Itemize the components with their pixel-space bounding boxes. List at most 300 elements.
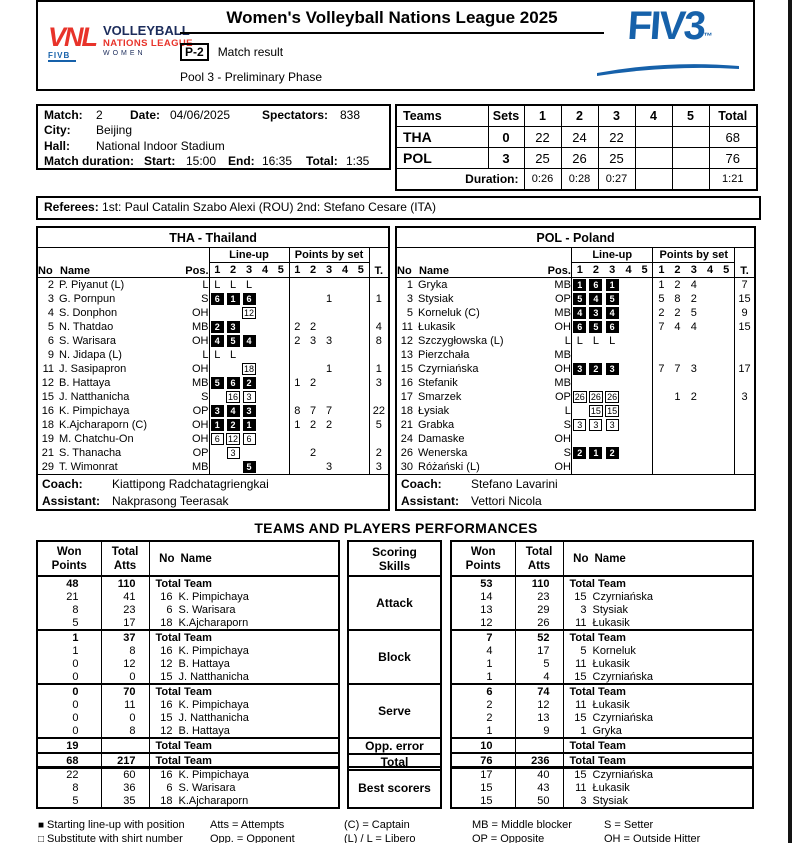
lineup-cell [225, 320, 241, 334]
player-name-cell [396, 404, 545, 418]
lineup-cell [571, 376, 587, 390]
lineup-cell [257, 376, 273, 390]
player-position: OP [183, 404, 209, 418]
lineup-start-box: 6 [211, 293, 224, 305]
perf-row [37, 738, 339, 753]
player-name: J. Natthanicha [59, 391, 130, 403]
perf-row [37, 724, 339, 738]
points-cell [353, 306, 369, 320]
perf-won-points-cell: 1 [486, 670, 493, 683]
assistant-row [37, 492, 389, 510]
points-cell [718, 418, 734, 432]
player-name-cell [396, 432, 545, 446]
assistant-label: Assistant: [401, 493, 460, 508]
perf-won-points-cell: 4 [486, 644, 493, 657]
player-name-cell [396, 362, 545, 376]
player-name: N. Jidapa (L) [59, 349, 122, 361]
lineup-cell [257, 306, 273, 320]
end-label: End: [228, 154, 255, 169]
lineup-cell [637, 376, 653, 390]
perf-player-number: 15 [574, 711, 587, 724]
player-number: 4 [47, 307, 54, 319]
coach-cell [396, 475, 755, 493]
fivb-logo [595, 4, 745, 76]
sets-header-cell: Sets [488, 105, 524, 127]
set-number-header: 1 [289, 263, 305, 278]
assistant-label: Assistant: [42, 493, 101, 508]
perf-won-points-cell: 1 [72, 644, 79, 657]
roster-title: THA - Thailand [37, 227, 389, 248]
lineup-start-box: 6 [573, 321, 586, 333]
roster-table [395, 226, 756, 511]
player-number: 11 [42, 363, 54, 375]
skill-attack-label: Attack [348, 576, 441, 630]
lineup-cell [225, 432, 241, 446]
perf-name-cell: 11 Łukasik [563, 616, 753, 630]
player-name-cell [37, 404, 183, 418]
lineup-start-box: 3 [573, 363, 586, 375]
legend-item: (C) = Captain [344, 819, 410, 831]
player-name: K.Ajcharaporn (C) [59, 419, 148, 431]
lineup-cell [257, 278, 273, 293]
roster-player-row [396, 320, 755, 334]
perf-total-atts-cell: 23 [101, 603, 149, 616]
points-cell: 7 [325, 405, 333, 417]
perf-player-number: 12 [160, 724, 173, 737]
lineup-start-box: 2 [243, 377, 256, 389]
lineup-cell [257, 320, 273, 334]
lineup-cell [604, 460, 620, 475]
player-name: Gryka [418, 279, 448, 291]
points-cell [669, 446, 685, 460]
perf-name-cell: Total Team [149, 576, 339, 590]
lineup-cell [209, 292, 225, 306]
perf-total-atts-cell: 36 [101, 781, 149, 794]
lineup-sub-box: 26 [590, 392, 601, 402]
lineup-cell [241, 390, 257, 404]
perf-player-number: 15 [574, 768, 587, 781]
fivb-swoosh-icon [595, 60, 741, 76]
points-cell [718, 334, 734, 348]
player-number: 11 [401, 321, 413, 333]
lineup-cell [209, 376, 225, 390]
roster-player-row [37, 460, 389, 475]
perf-total-atts-cell: 23 [515, 590, 563, 603]
points-cell [321, 376, 337, 390]
points-cell [702, 278, 718, 293]
lineup-cell [273, 460, 289, 475]
points-cell [337, 320, 353, 334]
lineup-cell [620, 432, 636, 446]
perf-name-cell: Total Team [563, 630, 753, 644]
lineup-cell: L [229, 279, 237, 291]
perf-won-points-cell: 5 [72, 616, 79, 629]
player-position: OH [545, 460, 572, 475]
lineup-cell [620, 334, 636, 348]
set-duration-cell [635, 169, 672, 191]
referees-label: Referees: [44, 200, 99, 214]
lineup-cell [241, 418, 257, 432]
set-number-header: 3 [686, 263, 702, 278]
lineup-cell [241, 446, 257, 460]
perf-player-number: 12 [160, 657, 173, 670]
lineup-cell: L [609, 335, 616, 347]
lineup-cell [588, 376, 604, 390]
performance-table-poland [450, 540, 754, 769]
lineup-cell [637, 334, 653, 348]
lineup-cell: L [592, 335, 599, 347]
player-position: S [183, 390, 209, 404]
perf-row [37, 657, 339, 670]
lineup-cell [620, 362, 636, 376]
roster-player-row [396, 348, 755, 362]
perf-name-cell: Total Team [563, 738, 753, 753]
lineup-cell [209, 404, 225, 418]
points-cell: 2 [309, 377, 317, 389]
roster-player-row [396, 362, 755, 376]
points-cell [653, 348, 669, 362]
lineup-cell [273, 418, 289, 432]
lineup-cell [209, 362, 225, 376]
lineup-cell [241, 348, 257, 362]
scoring-skills-column [347, 540, 442, 771]
lineup-cell [571, 432, 587, 446]
lineup-cell [225, 334, 241, 348]
name-header: Name [419, 265, 449, 277]
points-cell [653, 376, 669, 390]
referees-box [36, 196, 761, 220]
points-cell [653, 432, 669, 446]
lineup-start-box: 3 [211, 405, 224, 417]
perf-name-cell: Total Team [149, 630, 339, 644]
lineup-cell [588, 348, 604, 362]
player-number: 18 [41, 419, 54, 431]
lineup-cell [209, 418, 225, 432]
perf-won-points-cell: 0 [72, 724, 79, 737]
lineup-cell [620, 376, 636, 390]
points-total-cell [735, 432, 755, 446]
player-name: Pierzchała [418, 349, 470, 361]
perf-won-points-cell: 0 [72, 657, 79, 670]
perf-name-cell: 6 S. Warisara [149, 781, 339, 794]
player-number: 18 [400, 405, 413, 417]
points-cell [702, 320, 718, 334]
points-cell [289, 432, 305, 446]
set-number-header: 4 [337, 263, 353, 278]
player-number: 15 [41, 391, 54, 403]
perf-row [451, 684, 753, 698]
points-total-cell [369, 432, 389, 446]
points-cell [718, 376, 734, 390]
points-cell: 7 [674, 363, 681, 375]
lineup-cell [588, 404, 604, 418]
coach-label: Coach: [401, 476, 442, 491]
lineup-cell [225, 306, 241, 320]
lineup-cell: L [229, 349, 237, 361]
vnl-logo [48, 24, 193, 62]
name-header: Name [60, 265, 90, 277]
points-cell [353, 348, 369, 362]
lineup-start-box: 5 [243, 461, 256, 473]
perf-name-cell: Total Team [149, 738, 339, 753]
lineup-cell [571, 390, 587, 404]
points-cell [702, 418, 718, 432]
start-value: 15:00 [186, 154, 217, 169]
points-cell: 1 [674, 391, 681, 403]
player-name-cell [37, 418, 183, 432]
lineup-start-box: 1 [573, 279, 586, 291]
player-name: Stefanik [418, 377, 458, 389]
perf-total-atts-cell: 35 [101, 794, 149, 808]
perf-name-cell: 16 K. Pimpichaya [149, 698, 339, 711]
perf-name-cell: 16 K. Pimpichaya [149, 590, 339, 603]
points-cell [289, 446, 305, 460]
perf-won-points-cell: 12 [480, 616, 493, 629]
points-total-cell: 1 [375, 363, 382, 375]
coach-cell [37, 475, 389, 493]
lineup-cell [637, 404, 653, 418]
lineup-cell [604, 348, 620, 362]
lineup-start-box: 5 [227, 335, 240, 347]
set-duration-cell: 0:27 [598, 169, 635, 191]
lineup-cell [620, 292, 636, 306]
perf-player-number: 11 [575, 781, 587, 794]
perf-won-points-cell: 13 [480, 603, 493, 616]
total-atts-header [101, 541, 149, 576]
perf-won-points-cell: 5 [72, 794, 79, 807]
player-position: OH [183, 362, 209, 376]
city-value: Beijing [96, 123, 133, 138]
perf-player-number: 5 [580, 644, 587, 657]
lineup-cell [620, 278, 636, 293]
player-number: 26 [400, 447, 413, 459]
lineup-cell [637, 362, 653, 376]
perf-row [451, 767, 753, 781]
perf-won-points-cell: 0 [37, 684, 101, 698]
points-cell [353, 376, 369, 390]
lineup-start-box: 2 [227, 419, 240, 431]
set-score-cell [672, 127, 709, 148]
set-score-cell: 25 [598, 148, 635, 169]
points-cell: 2 [674, 307, 681, 319]
total-label: Total: [306, 154, 338, 169]
assistant-cell [37, 492, 389, 510]
player-name-cell [37, 320, 183, 334]
roster-title-row [37, 227, 389, 248]
perf-total-atts-cell: 110 [515, 576, 563, 590]
points-cell [321, 432, 337, 446]
cell: Total [111, 545, 139, 558]
lineup-cell [225, 404, 241, 418]
points-cell [337, 390, 353, 404]
points-cell [702, 376, 718, 390]
lineup-cell [604, 278, 620, 293]
points-cell [718, 292, 734, 306]
fivb-trademark: ™ [703, 31, 713, 41]
perf-won-points-cell: 15 [480, 794, 493, 807]
lineup-cell [637, 278, 653, 293]
lineup-cell [225, 362, 241, 376]
points-cell [718, 362, 734, 376]
points-cell: 1 [325, 363, 333, 375]
roster-player-row [37, 432, 389, 446]
perf-name-cell: 15 J. Natthanicha [149, 711, 339, 724]
perf-won-points-cell: 22 [66, 768, 79, 781]
player-position: MB [183, 376, 209, 390]
duration-total-cell: 1:21 [709, 169, 757, 191]
lineup-sub-box: 18 [243, 364, 254, 374]
points-cell [718, 348, 734, 362]
set-score-cell: 24 [561, 127, 598, 148]
player-name-cell [37, 348, 183, 362]
form-code-box: P-2 [180, 43, 209, 61]
lineup-cell [225, 418, 241, 432]
perf-name-cell: 11 Łukasik [563, 657, 753, 670]
lineup-start-box: 4 [243, 335, 256, 347]
points-cell [718, 278, 734, 293]
player-number: 15 [400, 363, 413, 375]
player-position: MB [545, 278, 572, 293]
lineup-cell [637, 432, 653, 446]
perf-row [37, 616, 339, 630]
header-center [180, 8, 604, 84]
lineup-start-box: 3 [589, 307, 602, 319]
performances-title: TEAMS AND PLAYERS PERFORMANCES [254, 520, 538, 536]
perf-won-points-cell: 17 [480, 768, 493, 781]
lineup-cell [620, 446, 636, 460]
points-cell: 3 [325, 335, 333, 347]
points-cell: 2 [325, 419, 333, 431]
player-position: MB [183, 320, 209, 334]
fivb-logo-text [593, 4, 747, 58]
perf-total-atts-cell: 41 [101, 590, 149, 603]
lineup-cell [571, 418, 587, 432]
perf-player-number: 15 [574, 670, 587, 683]
points-cell [686, 446, 702, 460]
perf-player-number: 18 [160, 794, 173, 807]
perf-row [37, 794, 339, 808]
player-name-cell [37, 292, 183, 306]
perf-row [37, 711, 339, 724]
sets-won-cell: 0 [488, 127, 524, 148]
points-cell [653, 460, 669, 475]
lineup-cell [637, 390, 653, 404]
set-number-header: 2 [588, 263, 604, 278]
total-header: T. [369, 248, 389, 278]
player-name-cell [37, 432, 183, 446]
sets-header-cell: Total [709, 105, 757, 127]
points-cell [702, 306, 718, 320]
lineup-cell [257, 390, 273, 404]
perf-row [37, 698, 339, 711]
points-cell [718, 320, 734, 334]
lineup-cell [257, 292, 273, 306]
roster-player-row [396, 376, 755, 390]
set-number-header: 2 [305, 263, 321, 278]
vnl-fivb-small-text: FIVB [48, 51, 76, 62]
player-number: 16 [400, 377, 413, 389]
cell: Atts [113, 559, 137, 572]
points-cell [305, 432, 321, 446]
set-number-header: 5 [718, 263, 734, 278]
perf-name-cell: 12 B. Hattaya [149, 724, 339, 738]
points-total-cell: 1 [375, 293, 382, 305]
points-total-cell [735, 348, 755, 362]
perf-total-atts-cell: 74 [515, 684, 563, 698]
points-cell: 2 [309, 321, 317, 333]
points-cell [305, 390, 321, 404]
points-cell [337, 278, 353, 293]
player-name: Stysiak [418, 293, 454, 305]
sets-header-cell: 5 [672, 105, 709, 127]
lineup-cell [588, 320, 604, 334]
points-cell [669, 334, 685, 348]
lineup-sub-box: 3 [243, 391, 256, 403]
perf-name-cell: 15 Czyrniańska [563, 590, 753, 603]
roster-player-row [396, 418, 755, 432]
lineup-cell [588, 446, 604, 460]
roster-player-row [396, 460, 755, 475]
set-score-cell: 22 [524, 127, 561, 148]
points-cell [353, 446, 369, 460]
points-cell [321, 446, 337, 460]
points-cell [669, 432, 685, 446]
points-cell [669, 418, 685, 432]
lineup-cell [241, 460, 257, 475]
no-header: No [397, 265, 412, 277]
player-name-cell [396, 348, 545, 362]
lineup-start-box: 6 [243, 293, 256, 305]
lineup-cell [571, 348, 587, 362]
player-position: S [545, 418, 572, 432]
lineup-start-box: 2 [606, 447, 619, 459]
lineup-cell [588, 362, 604, 376]
roster-player-row [37, 278, 389, 293]
points-cell: 3 [309, 335, 317, 347]
points-total-cell [369, 306, 389, 320]
player-position: MB [545, 348, 572, 362]
lineup-start-box: 4 [606, 307, 619, 319]
perf-row [37, 684, 339, 698]
perf-total-atts-cell [101, 738, 149, 753]
player-name: Wenerska [418, 447, 468, 459]
points-cell: 1 [294, 419, 301, 431]
perf-name-cell: Total Team [149, 684, 339, 698]
player-number: 16 [41, 405, 54, 417]
perf-row [451, 590, 753, 603]
player-position: L [545, 334, 572, 348]
perf-player-number: 11 [575, 616, 587, 629]
player-position: OH [183, 418, 209, 432]
player-name-cell [396, 292, 545, 306]
points-cell [353, 432, 369, 446]
assistant-cell [396, 492, 755, 510]
lineup-sub-box: 3 [606, 419, 619, 431]
lineup-cell [257, 362, 273, 376]
lineup-cell [604, 320, 620, 334]
perf-player-number: 15 [160, 711, 173, 724]
perf-row [451, 576, 753, 590]
cell: Total [525, 545, 553, 558]
date-value: 04/06/2025 [170, 108, 231, 122]
scan-edge-right [788, 0, 792, 843]
roster-group-header-row [396, 248, 755, 263]
lineup-cell [620, 404, 636, 418]
player-name-cell [396, 446, 545, 460]
lineup-cell [225, 446, 241, 460]
player-name: Smarzek [418, 391, 462, 403]
lineup-start-box: 2 [211, 321, 224, 333]
